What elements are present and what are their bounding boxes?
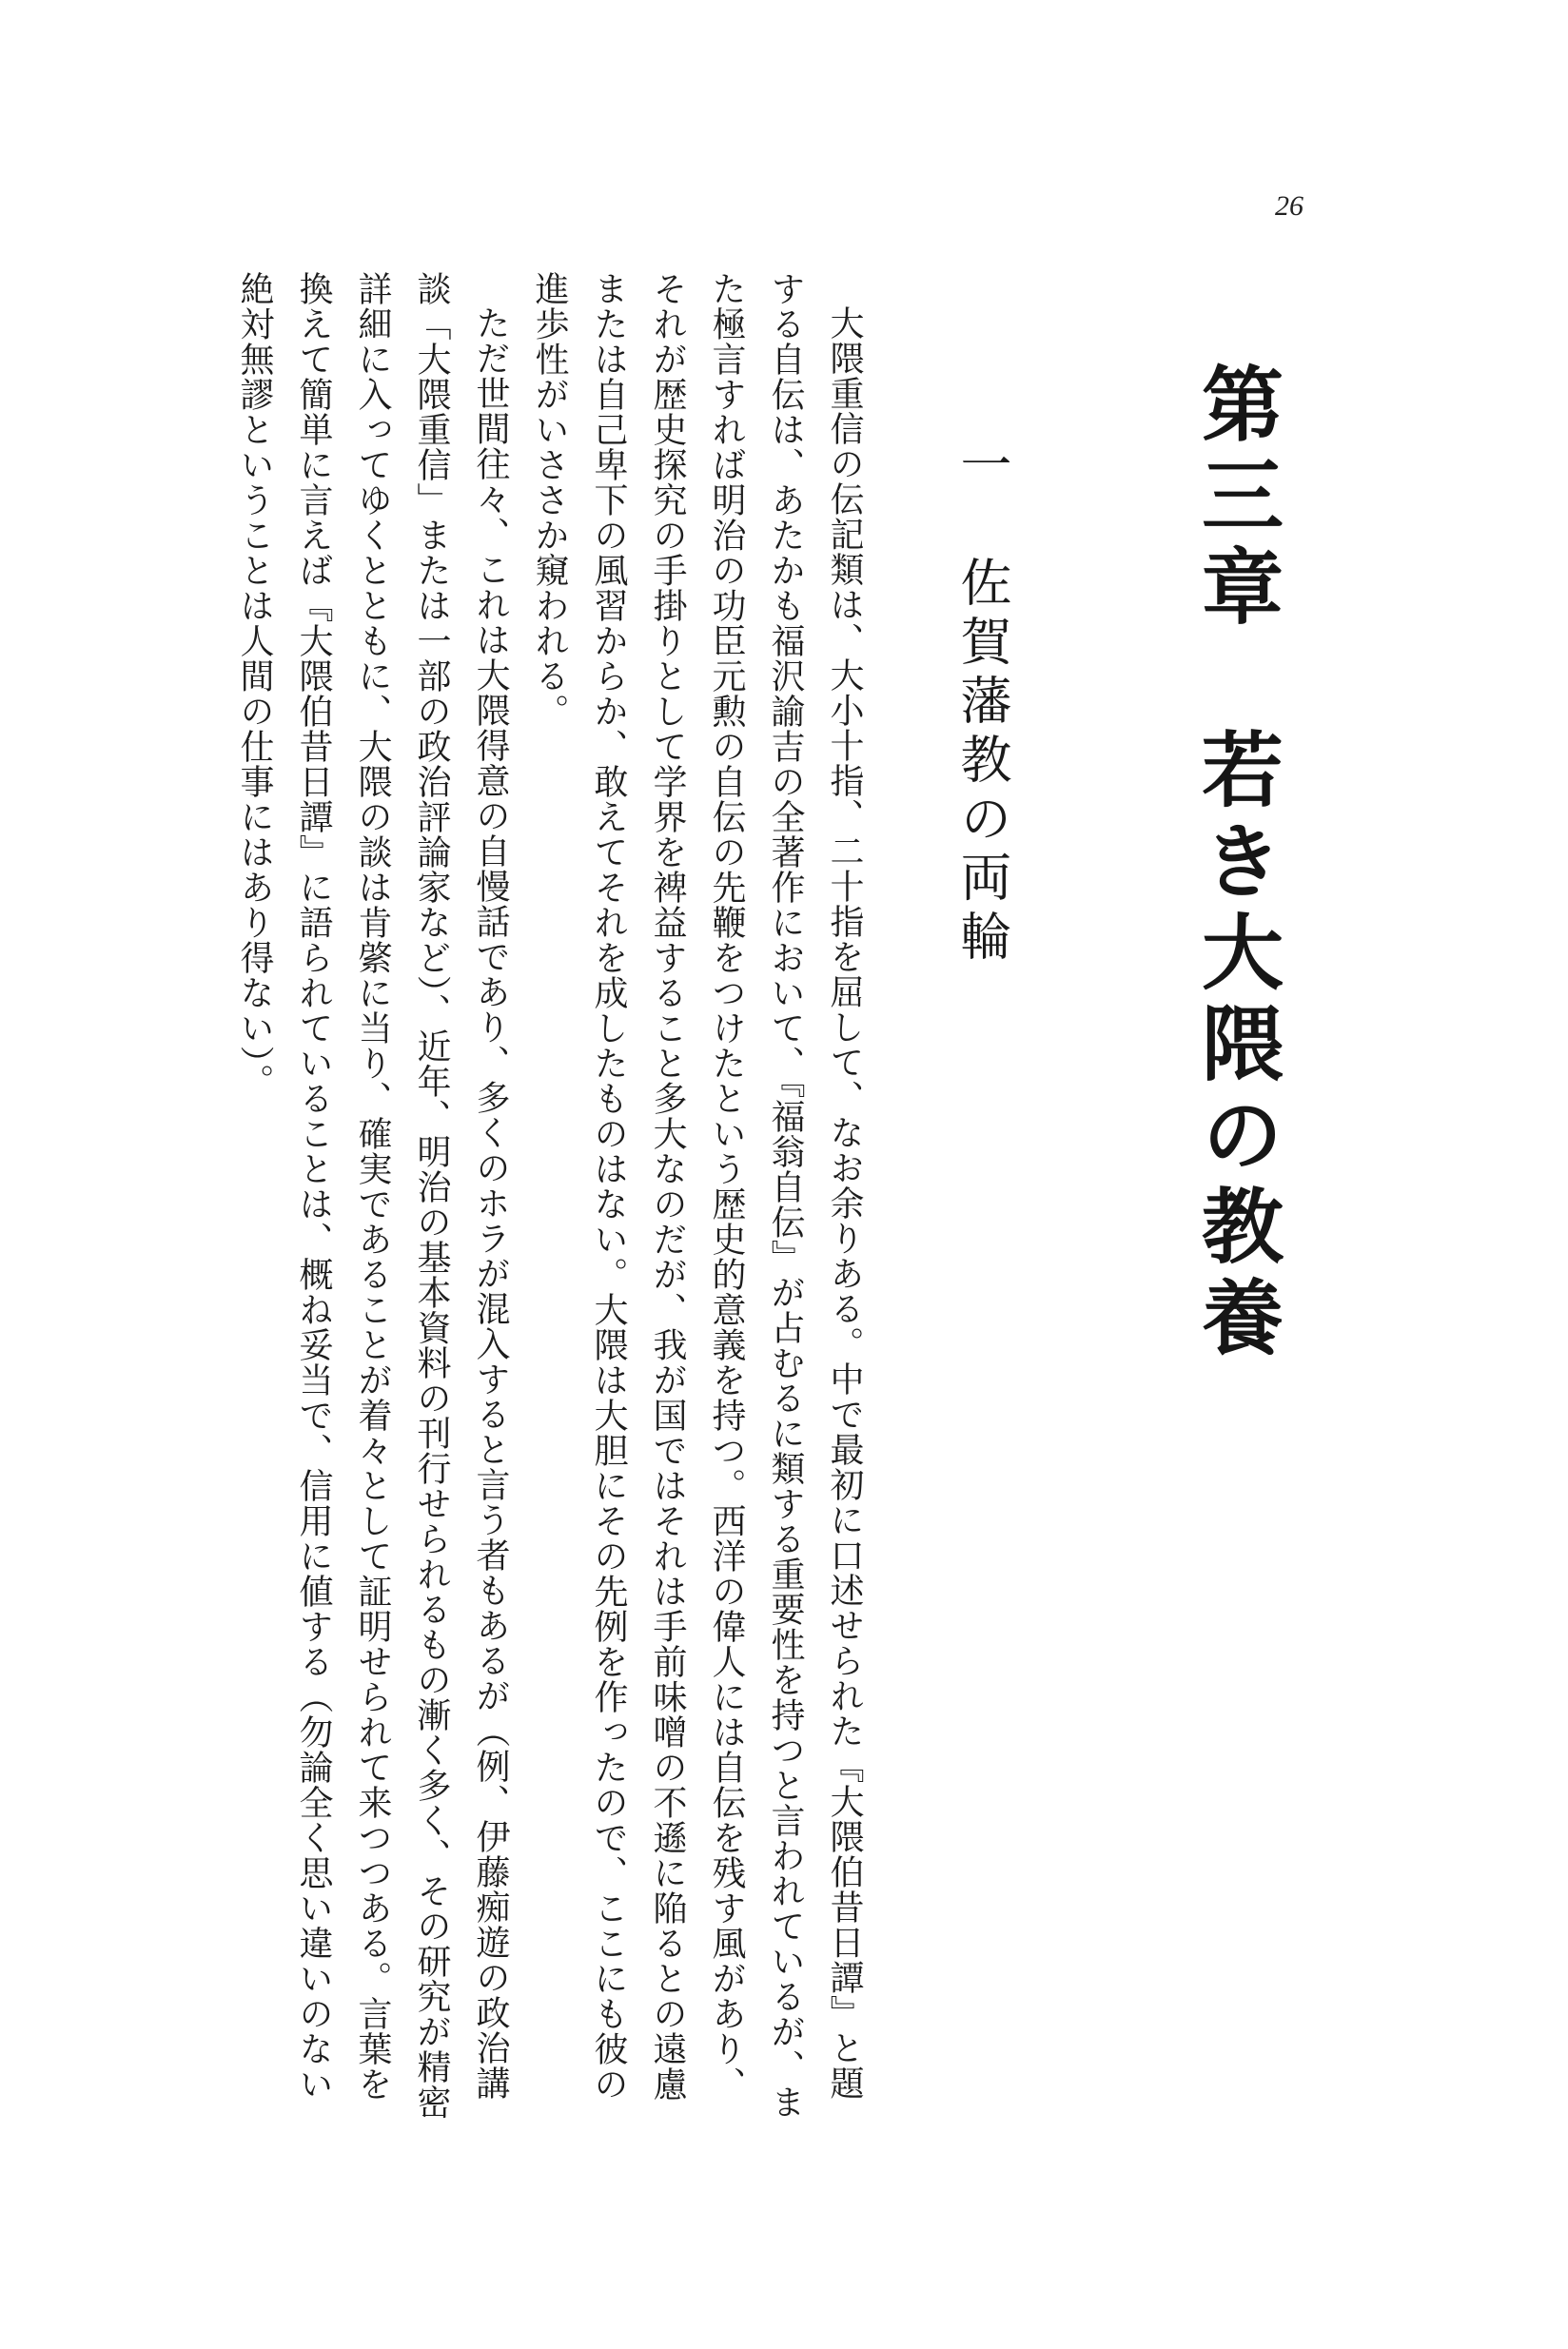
paragraph: ただ世間往々、これは大隈得意の自慢話であり、多くのホラが混入すると言う者もあるが（例、伊藤痴遊の政治講談「大隈重信」または一部の政治評論家など）、近年、明治の基本資料の刊行せられるもの漸く多く、その研究が精密詳細に入ってゆくとともに、大隈の談は肯綮に当り、確実であることが着々として証明せられて来つつある。言葉を換えて簡単に言えば『大隈伯昔日譚』に語られていることは、概ね妥当で、信用に値する（勿論全く思い違いのない絶対無謬ということは人間の仕事にはあり得ない）。 — [235, 271, 510, 2120]
paragraph: 大隈重信の伝記類は、大小十指、二十指を屈して、なお余りある。中で最初に口述せられた『大隈伯昔日譚』と題する自伝は、あたかも福沢諭吉の全著作において、『福翁自伝』が占むるに類する重要性を持つと言われているが、また極言すれば明治の功臣元勲の自伝の先鞭をつけたという歴史的意義を持つ。西洋の偉人には自伝を残す風があり、それが歴史探究の手掛りとして学界を裨益すること多大なのだが、我が国ではそれは手前味噌の不遜に陥るとの遠慮または自己卑下の風習からか、敢えてそれを成したものはない。大隈は大胆にその先例を作ったので、ここにも彼の進歩性がいささか窺われる。 — [530, 271, 864, 2120]
page-number: 26 — [1275, 190, 1303, 222]
chapter-title: 第三章 若き大隈の教養 — [1187, 362, 1284, 1366]
section-title: 一 佐賀藩教の両輪 — [952, 438, 1012, 969]
body-text — [225, 271, 873, 2126]
